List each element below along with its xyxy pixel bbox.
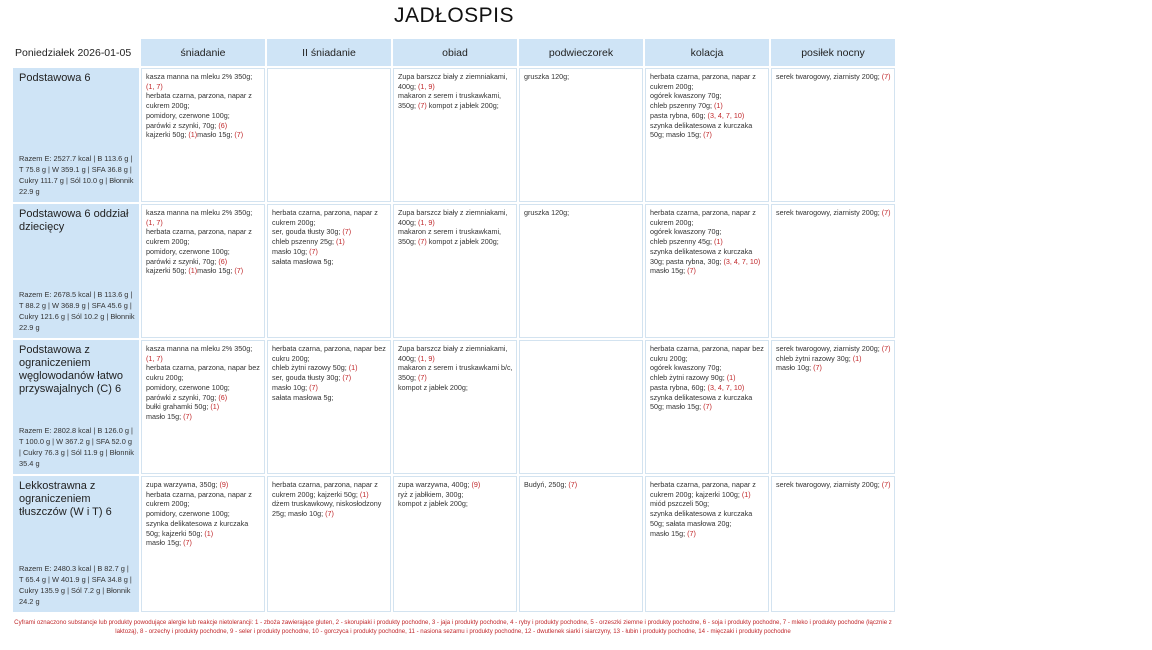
meal-item-text: kajzerki 50g; (146, 266, 189, 276)
allergen-code: (3, 4, 7, 10) (723, 256, 761, 266)
allergen-code: (6) (218, 392, 228, 402)
meal-item-text: miód pszczeli 50g; (650, 499, 710, 509)
meal-header-lunch: obiad (393, 39, 517, 66)
allergen-code: (7) (881, 208, 891, 217)
meal-item-text: chleb żytni razowy 50g; (272, 363, 349, 373)
meal-cell-breakfast (141, 476, 265, 612)
meal-item (650, 363, 765, 373)
meal-item (146, 72, 261, 91)
day-label: Poniedziałek 2026-01-05 (13, 39, 139, 66)
meal-item (146, 490, 261, 509)
meal-item-text: chleb pszenny 45g; (650, 237, 714, 247)
allergen-code: (1) (335, 237, 345, 247)
meal-item-text: serek twarogowy, ziarnisty 200g; (776, 344, 882, 353)
meal-item-text: pasta rybna, 60g; (650, 110, 708, 120)
allergen-code: (1) (359, 489, 369, 499)
meal-cell-breakfast (141, 204, 265, 338)
allergen-code: (7) (234, 130, 244, 140)
meal-cell-night-meal (771, 68, 895, 202)
meal-item (650, 237, 765, 247)
meal-item-text: herbata czarna, parzona, napar z cukrem 200g; (146, 489, 252, 509)
meal-item-text: kajzerki 50g; (146, 130, 189, 140)
meal-item-text: makaron z serem i truskawkami, 350g; (398, 91, 502, 111)
meal-item (146, 111, 261, 121)
meal-item-text: Zupa barszcz biały z ziemniakami, 400g; (398, 72, 508, 91)
meal-item-text: Budyń, 250g; (524, 480, 569, 489)
allergen-code: (1, 7) (146, 353, 163, 363)
menu-table (11, 37, 897, 614)
meal-item (146, 363, 261, 382)
meal-item-text: bułki grahamki 50g; (146, 402, 211, 412)
meal-item-text: masło 15g; (650, 266, 688, 276)
allergen-code: (7) (703, 402, 712, 412)
meal-cell-second-breakfast (267, 204, 391, 338)
meal-item (650, 344, 765, 363)
meal-item-text: kasza manna na mleku 2% 350g; (146, 208, 253, 217)
meal-item-text: Zupa barszcz biały z ziemniakami, 400g; (398, 208, 508, 227)
allergen-code: (1) (741, 489, 751, 499)
meal-cell-second-breakfast (267, 340, 391, 474)
allergen-code: (1) (726, 373, 736, 383)
meal-item-text: ogórek kwaszony 70g; (650, 91, 722, 101)
meal-item (398, 480, 513, 490)
meal-item-text: herbata czarna, parzona, napar z cukrem 200g; (146, 91, 252, 111)
meal-item-text: serek twarogowy, ziarnisty 200g; (776, 480, 882, 489)
meal-item (272, 344, 387, 363)
diet-name: Podstawowa 6 (19, 72, 91, 84)
meal-item (272, 257, 387, 267)
meal-item-text: kompot z jabłek 200g; (398, 499, 468, 509)
allergen-code: (9) (219, 480, 229, 489)
allergen-code: (7) (881, 72, 891, 81)
allergen-code: (7) (342, 227, 352, 237)
allergen-code: (7) (813, 363, 822, 373)
meal-item-text: parówki z szynki, 70g; (146, 256, 219, 266)
meal-item (524, 72, 639, 82)
meal-cell-afternoon-snack (519, 68, 643, 202)
meal-item (650, 383, 765, 393)
allergen-code: (6) (218, 256, 228, 266)
meal-cell-lunch (393, 204, 517, 338)
meal-item-text: ogórek kwaszony 70g; (650, 227, 722, 237)
meal-item-text: kompot z jabłek 200g; (426, 101, 499, 111)
meal-item-text: herbata czarna, parzona, napar z cukrem 200g; (272, 208, 378, 227)
nutrition-summary: Razem E: 2527.7 kcal | B 113.6 g | T 75.8 g | W 359.1 g | SFA 36.8 g | Cukry 111.7 g | Sól 10.0 g | Błonnik 22.9 g (19, 154, 134, 196)
diet-cell (13, 476, 139, 612)
page-title: JADŁOSPIS (393, 4, 515, 27)
meal-item-text: kasza manna na mleku 2% 350g; (146, 344, 253, 353)
meal-item (146, 412, 261, 422)
meal-item-text: kasza manna na mleku 2% 350g; (146, 72, 253, 81)
meal-item (146, 208, 261, 227)
meal-item (146, 266, 261, 276)
meal-item (272, 247, 387, 257)
meal-item (398, 208, 513, 227)
meal-header-second-breakfast: II śniadanie (267, 39, 391, 66)
meal-item (398, 227, 513, 246)
meal-item (272, 363, 387, 373)
meal-item (146, 393, 261, 403)
meal-item (650, 247, 765, 266)
allergen-code: (7) (309, 246, 318, 256)
meal-item (650, 480, 765, 499)
meal-item (398, 363, 513, 382)
meal-cell-dinner (645, 204, 769, 338)
allergen-code: (7) (325, 509, 334, 519)
meal-item (650, 266, 765, 276)
meal-item (146, 480, 261, 490)
allergen-code: (7) (703, 130, 712, 140)
diet-row (13, 68, 895, 202)
meal-item (146, 257, 261, 267)
meal-item (650, 208, 765, 227)
meal-item (146, 519, 261, 538)
meal-item (398, 499, 513, 509)
meal-item-text: ser, gouda tłusty 30g; (272, 373, 343, 383)
meal-item-text: herbata czarna, parzona, napar bez cukru 200g; (650, 344, 764, 363)
diet-name: Podstawowa 6 oddział dziecięcy (19, 208, 129, 233)
meal-item (776, 208, 891, 218)
meal-item (650, 121, 765, 140)
meal-item (272, 208, 387, 227)
diet-row (13, 340, 895, 474)
meal-header-breakfast: śniadanie (141, 39, 265, 66)
allergen-code: (1) (188, 130, 198, 140)
meal-item-text: ryż z jabłkiem, 300g; (398, 489, 464, 499)
allergen-code: (1) (188, 266, 198, 276)
meal-item (146, 91, 261, 110)
meal-cell-afternoon-snack (519, 476, 643, 612)
meal-item-text: chleb żytni razowy 30g; (776, 353, 853, 363)
diet-row (13, 476, 895, 612)
meal-item (650, 373, 765, 383)
meal-item-text: masło 10g; (272, 382, 310, 392)
meal-item (650, 227, 765, 237)
meal-item-text: szynka delikatesowa z kurczaka 50g; sałata masłowa 20g; (650, 509, 753, 528)
allergen-code: (7) (417, 237, 427, 247)
meal-item (650, 509, 765, 528)
meal-item-text: masło 15g; (197, 266, 235, 276)
meal-item-text: masło 15g; (197, 130, 235, 140)
meal-item (272, 227, 387, 237)
menu-body (13, 68, 895, 612)
meal-item (650, 529, 765, 539)
header-row (13, 39, 895, 66)
meal-item (146, 227, 261, 246)
meal-item (272, 373, 387, 383)
meal-item-text: ser, gouda tłusty 30g; (272, 227, 343, 237)
meal-item (398, 91, 513, 110)
meal-item-text: herbata czarna, parzona, napar z cukrem 200g; (650, 208, 756, 227)
meal-item-text: szynka delikatesowa z kurczaka 50g; kajzerki 50g; (146, 518, 249, 538)
meal-item (650, 499, 765, 509)
meal-item (398, 344, 513, 363)
meal-item-text: szynka delikatesowa z kurczaka 30g; pasta rybna, 30g; (650, 246, 753, 266)
meal-item-text: gruszka 120g; (524, 72, 570, 81)
allergen-code: (1) (852, 353, 862, 363)
allergen-code: (1) (713, 101, 723, 111)
meal-item-text: chleb żytni razowy 90g; (650, 373, 727, 383)
allergen-code: (1, 9) (417, 353, 435, 363)
meal-item-text: serek twarogowy, ziarnisty 200g; (776, 208, 882, 217)
meal-item-text: herbata czarna, parzona, napar z cukrem 200g; (650, 72, 756, 91)
meal-item-text: herbata czarna, parzona, napar bez cukru 200g; (146, 363, 260, 383)
meal-item (146, 538, 261, 548)
allergen-code: (7) (568, 480, 578, 489)
allergen-code: (7) (687, 266, 696, 276)
meal-item (146, 383, 261, 393)
allergen-code: (1, 7) (146, 217, 163, 227)
meal-item-text: kompot z jabłek 200g; (426, 237, 499, 247)
allergen-code: (6) (218, 120, 228, 130)
meal-item-text: masło 10g; (776, 363, 814, 373)
diet-cell (13, 204, 139, 338)
meal-item-text: pomidory, czerwone 100g; (146, 246, 230, 256)
meal-item-text: parówki z szynki, 70g; (146, 392, 219, 402)
meal-cell-night-meal (771, 204, 895, 338)
meal-item-text: gruszka 120g; (524, 208, 570, 217)
diet-name: Podstawowa z ograniczeniem węglowodanów łatwo przyswajalnych (C) 6 (19, 344, 123, 395)
allergen-code: (1, 7) (146, 81, 163, 91)
meal-item (776, 344, 891, 363)
allergen-code: (7) (417, 373, 427, 383)
meal-item-text: chleb pszenny 25g; (272, 237, 336, 247)
meal-item-text: zupa warzywna, 350g; (146, 480, 220, 489)
allergen-footnote: Cyframi oznaczono substancje lub produkty powodujące alergie lub reakcje nietolerancji: 1 - zboża zawierające gluten, 2 - skorupiaki i produkty pochodne, 3 - jaja i produkty pochodne, 4 - ryby i produkty pochodne, 5 - orzeszki ziemne i produkty pochodne, 6 - soja i produkty pochodne, 7 - mleko i produkty pochodne (łącznie z laktozą), 8 - orzechy i produkty pochodne, 9 - seler i produkty pochodne, 10 - gorczyca i produkty pochodne, 11 - nasiona sezamu i produkty pochodne, 12 - dwutlenek siarki i siarczyny, 13 - łubin i produkty pochodne, 14 - mięczaki i produkty pochodne (14, 619, 892, 635)
meal-item-text: szynka delikatesowa z kurczaka 50g; masło 15g; (650, 120, 753, 140)
allergen-code: (9) (471, 480, 481, 489)
meal-item (398, 72, 513, 91)
meal-item-text: ogórek kwaszony 70g; (650, 363, 722, 373)
meal-item-text: pasta rybna, 60g; (650, 382, 708, 392)
meal-item (272, 393, 387, 403)
meal-item-text: herbata czarna, parzona, napar z cukrem 200g; kajzerki 50g; (272, 480, 378, 499)
allergen-code: (7) (234, 266, 244, 276)
meal-item-text: masło 15g; (650, 528, 688, 538)
meal-item-text: parówki z szynki, 70g; (146, 120, 219, 130)
nutrition-summary: Razem E: 2480.3 kcal | B 82.7 g | T 65.4 g | W 401.9 g | SFA 34.8 g | Cukry 135.9 g | Sól 7.2 g | Błonnik 24.2 g (19, 564, 132, 606)
meal-item (146, 344, 261, 363)
meal-item (650, 393, 765, 412)
meal-header-night-meal: posiłek nocny (771, 39, 895, 66)
meal-item (272, 499, 387, 518)
meal-item (650, 91, 765, 101)
allergen-code: (3, 4, 7, 10) (707, 110, 745, 120)
allergen-code: (1, 9) (417, 217, 435, 227)
meal-cell-afternoon-snack (519, 204, 643, 338)
allergen-code: (3, 4, 7, 10) (707, 382, 745, 392)
meal-item (524, 480, 639, 490)
meal-item (650, 72, 765, 91)
allergen-code: (1, 9) (417, 81, 435, 91)
meal-item-text: makaron z serem i truskawkami b/c, 350g; (398, 363, 513, 383)
meal-header-dinner: kolacja (645, 39, 769, 66)
meal-item-text: dżem truskawkowy, niskosłodzony 25g; masło 10g; (272, 499, 382, 519)
allergen-code: (7) (183, 538, 192, 548)
meal-item-text: chleb pszenny 70g; (650, 101, 714, 111)
meal-item-text: sałata masłowa 5g; (272, 392, 334, 402)
meal-item-text: sałata masłowa 5g; (272, 256, 334, 266)
meal-item (776, 72, 891, 82)
meal-cell-breakfast (141, 340, 265, 474)
meal-item-text: Zupa barszcz biały z ziemniakami, 400g; (398, 344, 508, 363)
allergen-code: (7) (417, 101, 427, 111)
meal-item (776, 363, 891, 373)
meal-item-text: zupa warzywna, 400g; (398, 480, 472, 489)
meal-item (146, 130, 261, 140)
meal-item (146, 509, 261, 519)
meal-item (776, 480, 891, 490)
meal-item-text: masło 10g; (272, 246, 310, 256)
meal-cell-second-breakfast (267, 476, 391, 612)
meal-item (146, 121, 261, 131)
meal-item (146, 247, 261, 257)
allergen-code: (1) (210, 402, 220, 412)
meal-item (272, 237, 387, 247)
meal-item (272, 480, 387, 499)
allergen-code: (1) (713, 237, 723, 247)
meal-item (524, 208, 639, 218)
allergen-code: (7) (687, 528, 696, 538)
meal-cell-dinner (645, 340, 769, 474)
meal-cell-breakfast (141, 68, 265, 202)
meal-cell-dinner (645, 68, 769, 202)
meal-item-text: szynka delikatesowa z kurczaka 50g; masło 15g; (650, 392, 753, 412)
meal-cell-lunch (393, 340, 517, 474)
meal-item-text: makaron z serem i truskawkami, 350g; (398, 227, 502, 247)
meal-header-afternoon-snack: podwieczorek (519, 39, 643, 66)
allergen-code: (7) (881, 480, 891, 489)
allergen-code: (1) (348, 363, 358, 373)
meal-item-text: masło 15g; (146, 538, 184, 548)
meal-item (650, 101, 765, 111)
meal-item-text: kompot z jabłek 200g; (398, 382, 468, 392)
meal-item-text: herbata czarna, parzona, napar z cukrem 200g; (146, 227, 252, 247)
meal-item-text: masło 15g; (146, 411, 184, 421)
meal-item (650, 111, 765, 121)
allergen-code: (7) (309, 382, 318, 392)
meal-item (398, 490, 513, 500)
meal-cell-second-breakfast (267, 68, 391, 202)
diet-row (13, 204, 895, 338)
meal-item-text: serek twarogowy, ziarnisty 200g; (776, 72, 882, 81)
meal-cell-night-meal (771, 476, 895, 612)
nutrition-summary: Razem E: 2678.5 kcal | B 113.6 g | T 88.2 g | W 368.9 g | SFA 45.6 g | Cukry 121.6 g | Sól 10.2 g | Błonnik 22.9 g (19, 290, 135, 332)
meal-item-text: pomidory, czerwone 100g; (146, 382, 230, 392)
allergen-code: (7) (342, 373, 352, 383)
allergen-code: (7) (183, 411, 192, 421)
meal-cell-dinner (645, 476, 769, 612)
meal-cell-night-meal (771, 340, 895, 474)
meal-item-text: pomidory, czerwone 100g; (146, 110, 230, 120)
diet-name: Lekkostrawna z ograniczeniem tłuszczów (W i T) 6 (19, 480, 112, 518)
meal-item (272, 383, 387, 393)
allergen-code: (7) (881, 344, 891, 353)
meal-item (398, 383, 513, 393)
meal-cell-afternoon-snack (519, 340, 643, 474)
meal-item (146, 402, 261, 412)
meal-item-text: pomidory, czerwone 100g; (146, 509, 230, 519)
meal-cell-lunch (393, 476, 517, 612)
meal-item-text: herbata czarna, parzona, napar z cukrem 200g; kajzerki 100g; (650, 480, 756, 499)
allergen-code: (1) (204, 528, 214, 538)
diet-cell (13, 68, 139, 202)
meal-cell-lunch (393, 68, 517, 202)
meal-item-text: herbata czarna, parzona, napar bez cukru 200g; (272, 344, 386, 363)
diet-cell (13, 340, 139, 474)
nutrition-summary: Razem E: 2802.8 kcal | B 126.0 g | T 100.0 g | W 367.2 g | SFA 52.0 g | Cukry 76.3 g | Sól 11.9 g | Błonnik 35.4 g (19, 426, 134, 468)
